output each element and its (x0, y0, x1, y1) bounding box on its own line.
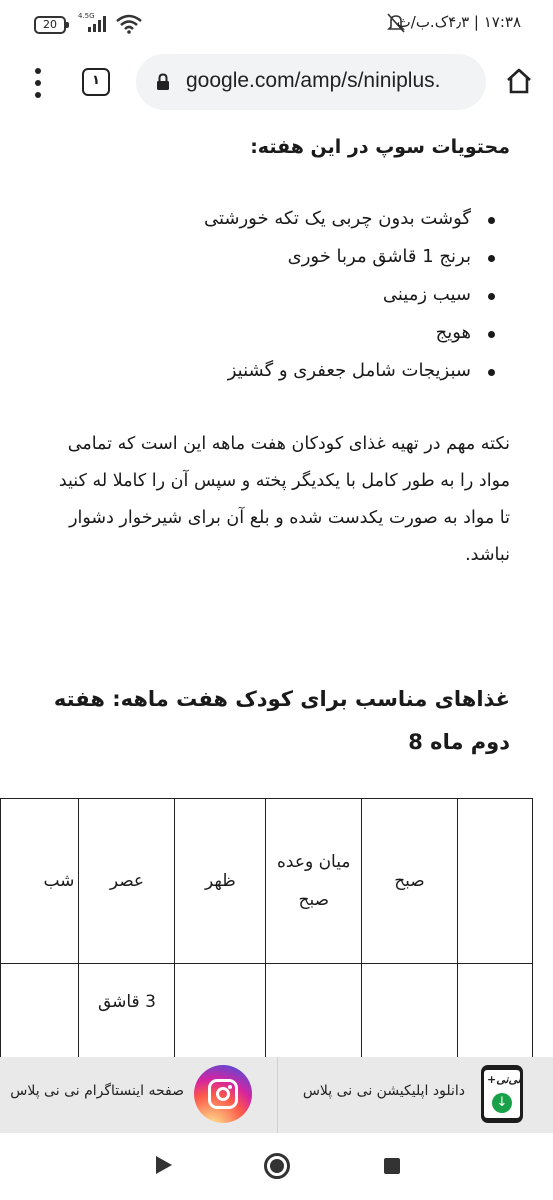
app-promo-banner (0, 1057, 553, 1133)
url-text: google.com/amp/s/niniplus. (186, 69, 441, 92)
table-header-cell (457, 799, 532, 964)
table-header-cell: عصر (79, 799, 175, 964)
download-arrow-icon: ↓ (492, 1093, 512, 1113)
back-icon[interactable] (156, 1156, 172, 1174)
status-time: ۱۷:۳۸ | ۴٫۳ک.ب/ث (396, 13, 521, 31)
table-row (1, 964, 533, 1058)
more-menu-icon[interactable] (30, 68, 46, 98)
address-bar[interactable] (136, 54, 486, 110)
status-bar (0, 0, 553, 48)
instagram-label: صفحه اینستاگرام نی نی پلاس (10, 1083, 184, 1099)
article-content (0, 120, 553, 1057)
instagram-page-link[interactable] (0, 1057, 276, 1133)
network-type: 4.5G (78, 12, 95, 20)
battery-icon (34, 16, 66, 34)
table-header-cell: ظهر (175, 799, 266, 964)
list-item: گوشت بدون چربی یک تکه خورشتی (95, 204, 495, 242)
home-button-icon[interactable] (264, 1153, 290, 1179)
instagram-icon (194, 1065, 252, 1123)
meal-table (0, 798, 533, 1057)
recent-apps-icon[interactable] (384, 1158, 400, 1174)
table-cell (457, 964, 532, 1058)
table-header-cell: میان وعده صبح (266, 799, 362, 964)
list-item: هویج (95, 318, 495, 356)
food-heading: غذاهای مناسب برای کودک هفت ماهه: هفته دوم ماه 8 (53, 687, 510, 754)
lock-icon (156, 73, 170, 91)
list-item: برنج 1 قاشق مربا خوری (95, 242, 495, 280)
home-icon[interactable] (504, 66, 534, 96)
table-header-cell: صبح (362, 799, 458, 964)
table-header-row (1, 799, 533, 964)
table-cell (266, 964, 362, 1058)
list-item: سبزیجات شامل جعفری و گشنیز (95, 356, 495, 394)
browser-toolbar (0, 48, 553, 120)
download-app-link[interactable] (277, 1057, 553, 1133)
table-header-cell: شب (1, 799, 79, 964)
app-logo-text: نی‌نی+ (487, 1073, 521, 1086)
table-cell (362, 964, 458, 1058)
system-navigation-bar (0, 1133, 553, 1200)
soup-heading: محتویات سوپ در این هفته: (250, 136, 510, 158)
download-app-label: دانلود اپلیکیشن نی نی پلاس (302, 1083, 465, 1099)
table-cell (1, 964, 79, 1058)
tab-switcher-button[interactable]: ۱ (82, 68, 110, 96)
table-cell (175, 964, 266, 1058)
ingredients-list (95, 204, 495, 394)
phone-download-icon (481, 1065, 523, 1123)
wifi-icon (116, 14, 142, 34)
note-paragraph: نکته مهم در تهیه غذای کودکان هفت ماهه این است که تمامی مواد را به طور کامل با یکدیگر پخته و سپس آن را کاملا له کنید تا مواد به صورت یکدست شده و بلع آن برای شیرخوار دشوار نباشد. (58, 434, 510, 565)
battery-level: 20 (43, 18, 57, 31)
list-item: سیب زمینی (95, 280, 495, 318)
table-cell: 3 قاشق (79, 964, 175, 1058)
signal-icon (88, 16, 108, 32)
